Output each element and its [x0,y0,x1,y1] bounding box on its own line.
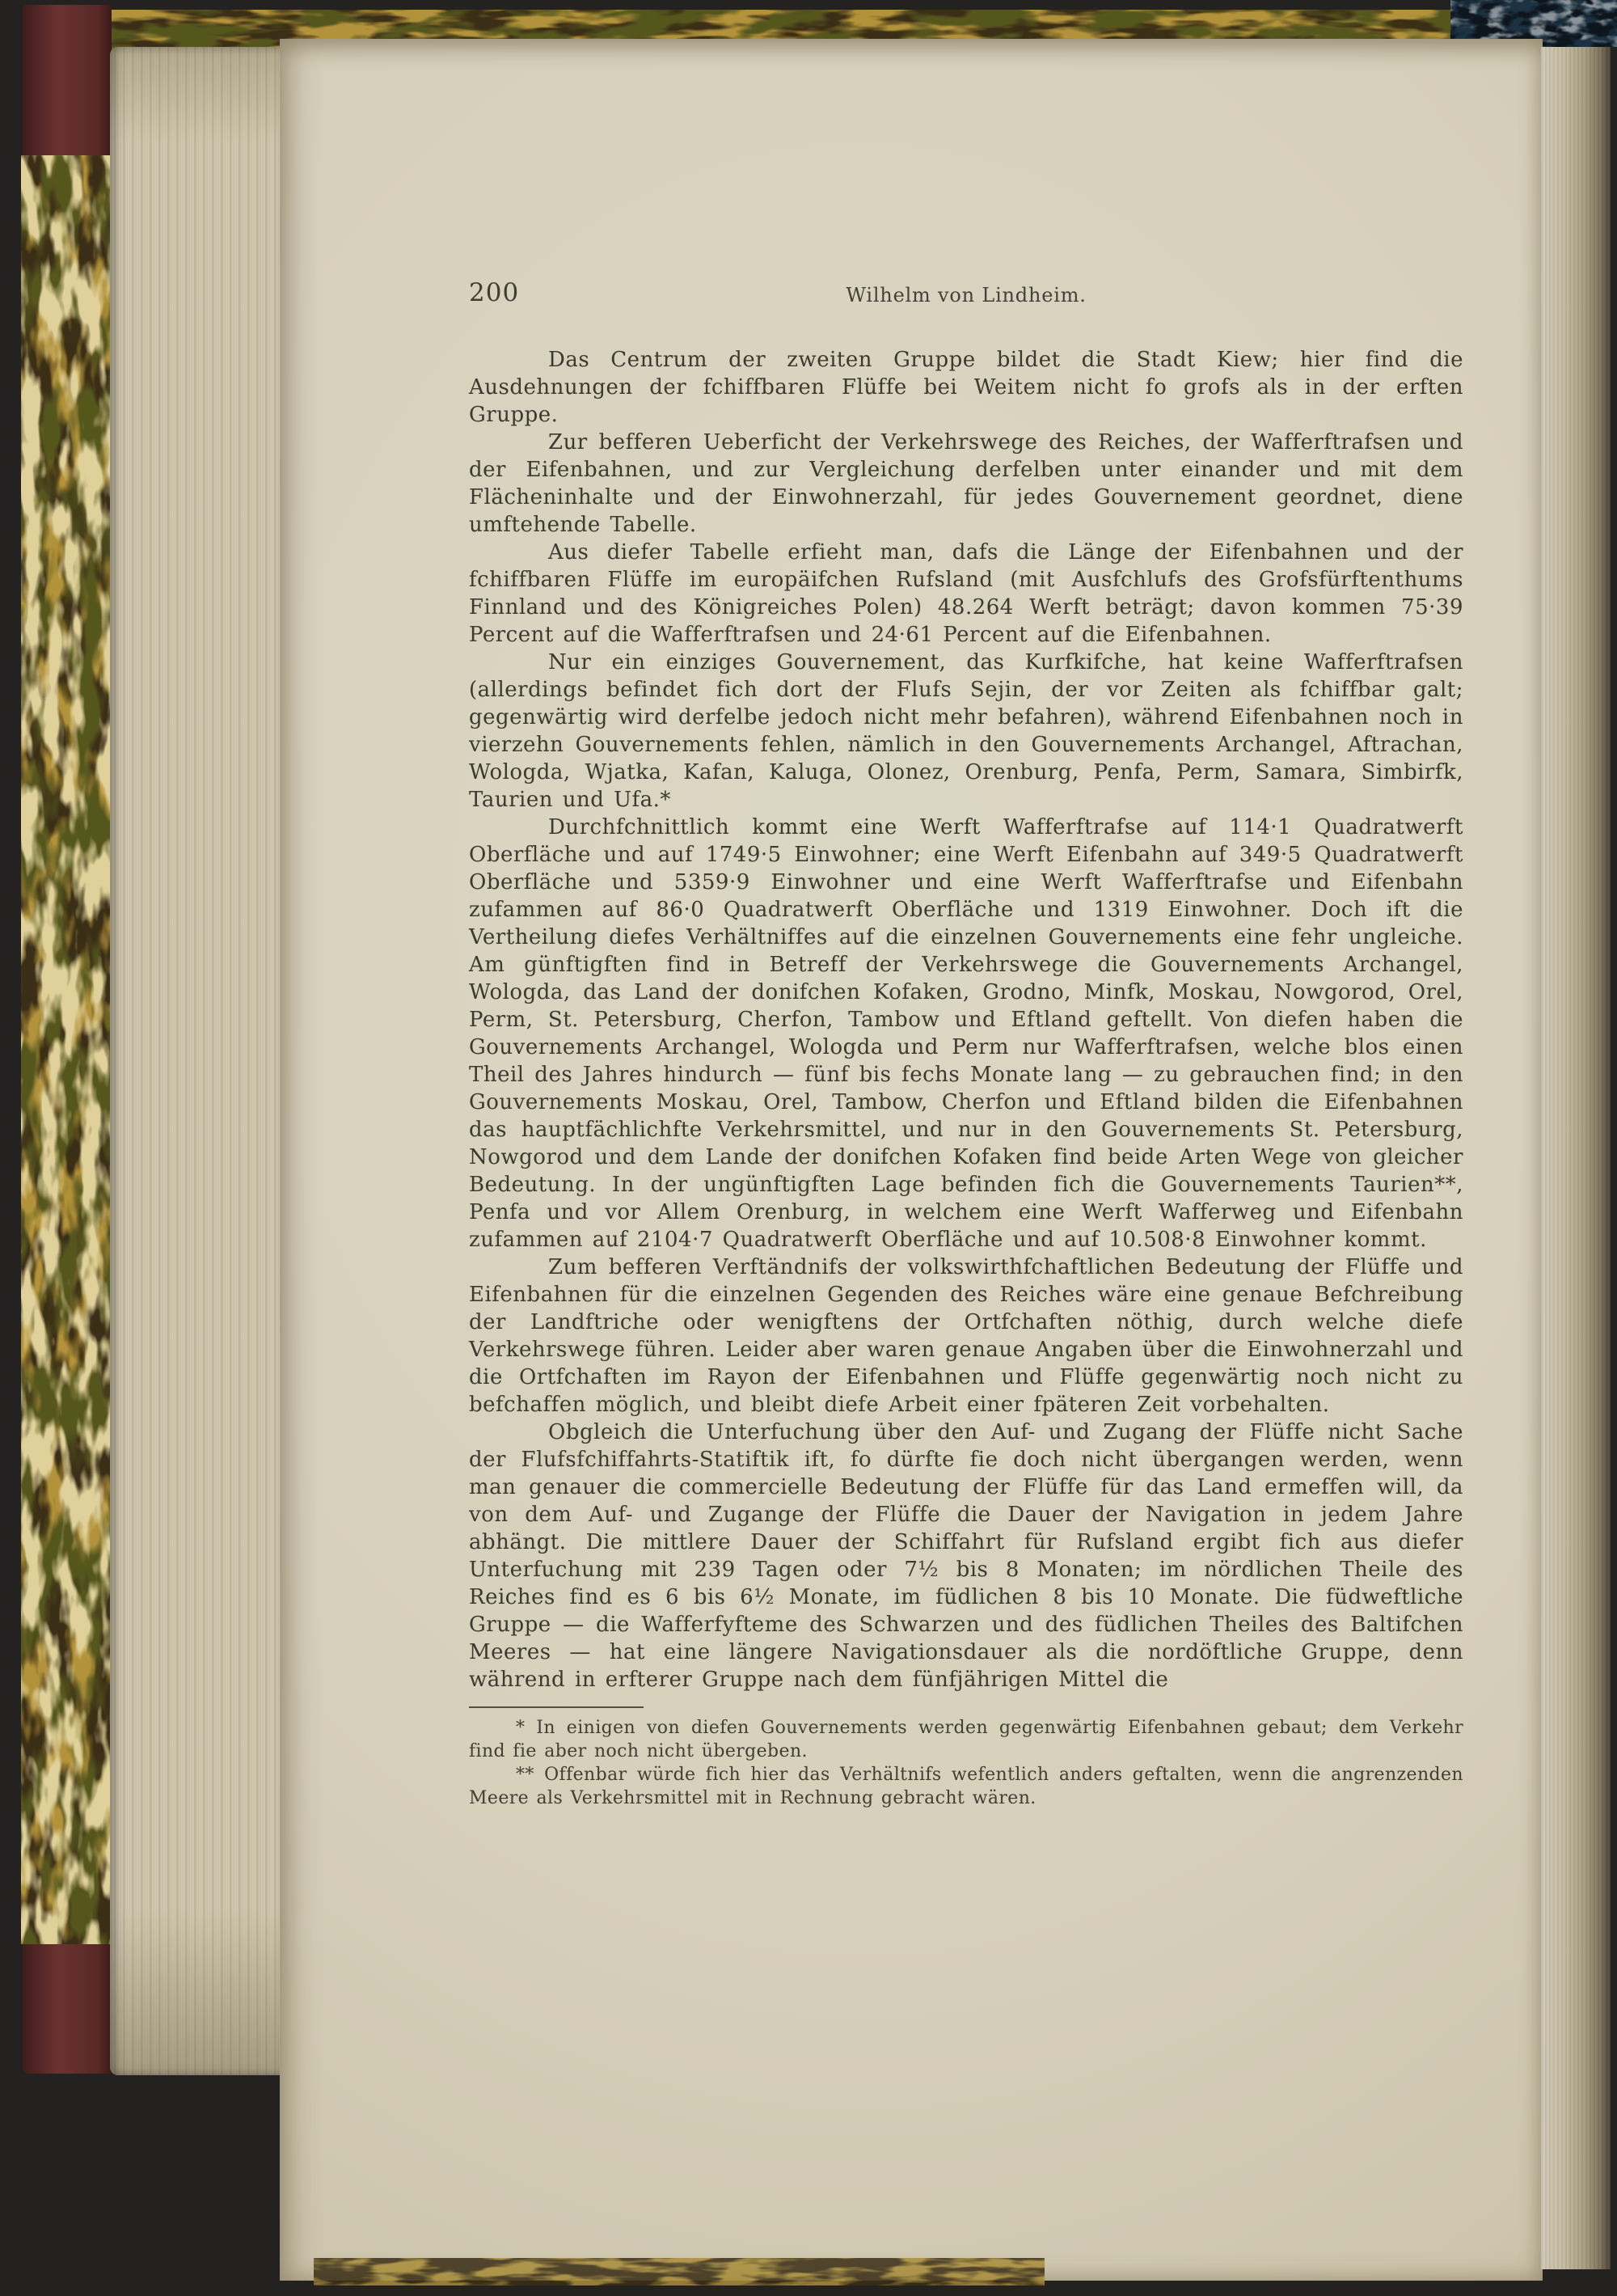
printed-text-block [469,278,1463,1810]
page-number: 200 [469,278,520,307]
body-paragraph: Aus diefer Tabelle erfieht man, dafs die Länge der Eifenbahnen und der fchiffbaren Flüffe im europäifchen Rufsland (mit Ausfchlufs des Grofsfürftenthums Finnland und des Königreiches Polen) 48.264 Werft beträgt; davon kommen 75·39 Percent auf die Wafferftrafsen und 24·61 Percent auf die Eifenbahnen. [469,540,1463,647]
spine-leather-top [23,5,112,171]
footnote: * In einigen von diefen Gouvernements werden gegenwärtig Eifenbahnen gebaut; dem Verkehr find fie aber noch nicht übergeben. [469,1718,1463,1761]
body-paragraph: Zum befferen Verftändnifs der volkswirthfchaftlichen Bedeutung der Flüffe und Eifenbahnen für die einzelnen Gegenden des Reiches wäre eine genaue Befchreibung der Landftriche oder wenigftens der Ortfchaften nöthig, durch welche diefe Verkehrswege führen. Leider aber waren genaue Angaben über die Einwohnerzahl und die Ortfchaften im Rayon der Eifenbahnen und Flüffe gegenwärtig noch nicht zu befchaffen möglich, und bleibt diefe Arbeit einer fpäteren Zeit vorbehalten. [469,1255,1463,1417]
body-paragraph: Obgleich die Unterfuchung über den Auf- und Zugang der Flüffe nicht Sache der Flufsfchiffahrts-Statiftik ift, fo dürfte fie doch nicht übergangen werden, wenn man genauer die commercielle Bedeutung der Flüffe für das Land ermeffen will, da von dem Auf- und Zugange der Flüffe die Dauer der Navigation in jedem Jahre abhängt. Die mittlere Dauer der Schiffahrt für Rufsland ergibt fich aus diefer Unterfuchung mit 239 Tagen oder 7½ bis 8 Monaten; im nördlichen Theile des Reiches find es 6 bis 6½ Monate, im füdlichen 8 bis 10 Monate. Die füdweftliche Gruppe — die Wafferfyfteme des Schwarzen und des füdlichen Theiles des Baltifchen Meeres — hat eine längere Navigationsdauer als die nordöftliche Gruppe, denn während in erfterer Gruppe nach dem fünfjährigen Mittel die [469,1420,1463,1692]
footnote-separator-rule [469,1706,644,1708]
book-page [280,39,1543,2281]
book-cover-marbling [21,155,113,1944]
body-paragraph: Durchfchnittlich kommt eine Werft Wafferftrafse auf 114·1 Quadratwerft Oberfläche und auf 1749·5 Einwohner; eine Werft Eifenbahn auf 349·5 Quadratwerft Oberfläche und 5359·9 Einwohner und eine Werft Wafferftrafse und Eifenbahn zufammen auf 86·0 Quadratwerft Oberfläche und 1319 Einwohner. Doch ift die Vertheilung diefes Verhältniffes auf die einzelnen Gouvernements eine fehr ungleiche. Am günftigften find in Betreff der Verkehrswege die Gouvernements Archangel, Wologda, das Land der donifchen Kofaken, Grodno, Minfk, Moskau, Nowgorod, Orel, Perm, St. Petersburg, Cherfon, Tambow und Eftland geftellt. Von diefen haben die Gouvernements Archangel, Wologda und Perm nur Wafferftrafsen, welche blos einen Theil des Jahres hindurch — fünf bis fechs Monate lang — zu gebrauchen find; in den Gouvernements Moskau, Orel, Tambow, Cherfon und Eftland bilden die Eifenbahnen das hauptfächlichfte Verkehrsmittel, und nur in den Gouvernements St. Petersburg, Nowgorod und dem Lande der donifchen Kofaken find beide Arten Wege von gleicher Bedeutung. In der ungünftigften Lage befinden fich die Gouvernements Taurien**, Penfa und vor Allem Orenburg, in welchem eine Werft Wafferweg und Eifenbahn zufammen auf 2104·7 Quadratwerft Oberfläche und auf 10.508·8 Einwohner kommt. [469,815,1463,1252]
body-paragraph: Das Centrum der zweiten Gruppe bildet die Stadt Kiew; hier find die Ausdehnungen der fchiffbaren Flüffe bei Weitem nicht fo grofs als in der erften Gruppe. [469,348,1463,427]
body-text [469,346,1463,1693]
page-stack-edge [110,47,281,2075]
book-tail-marbling [314,2258,1045,2285]
page-header [469,278,1463,315]
footnotes [469,1716,1463,1810]
spine-leather-bottom [23,1934,112,2074]
footnote: ** Offenbar würde fich hier das Verhältnifs wefentlich anders geftalten, wenn die angrenzenden Meere als Verkehrsmittel mit in Rechnung gebracht wären. [469,1765,1463,1808]
running-header: Wilhelm von Lindheim. [846,284,1087,307]
body-paragraph: Nur ein einziges Gouvernement, das Kurfkifche, hat keine Wafferftrafsen (allerdings befindet fich dort der Flufs Sejin, der vor Zeiten als fchiffbar galt; gegenwärtig wird derfelbe jedoch nicht mehr befahren), während Eifenbahnen noch in vierzehn Gouvernements fehlen, nämlich in den Gouvernements Archangel, Aftrachan, Wologda, Wjatka, Kafan, Kaluga, Olonez, Orenburg, Penfa, Perm, Samara, Simbirfk, Taurien und Ufa.* [469,650,1463,812]
right-page-edge [1541,47,1611,2269]
body-paragraph: Zur befferen Ueberficht der Verkehrswege des Reiches, der Wafferftrafsen und der Eifenbahnen, und zur Vergleichung derfelben unter einander und mit dem Flächeninhalte und der Einwohnerzahl, für jedes Gouvernement geordnet, diene umftehende Tabelle. [469,430,1463,537]
